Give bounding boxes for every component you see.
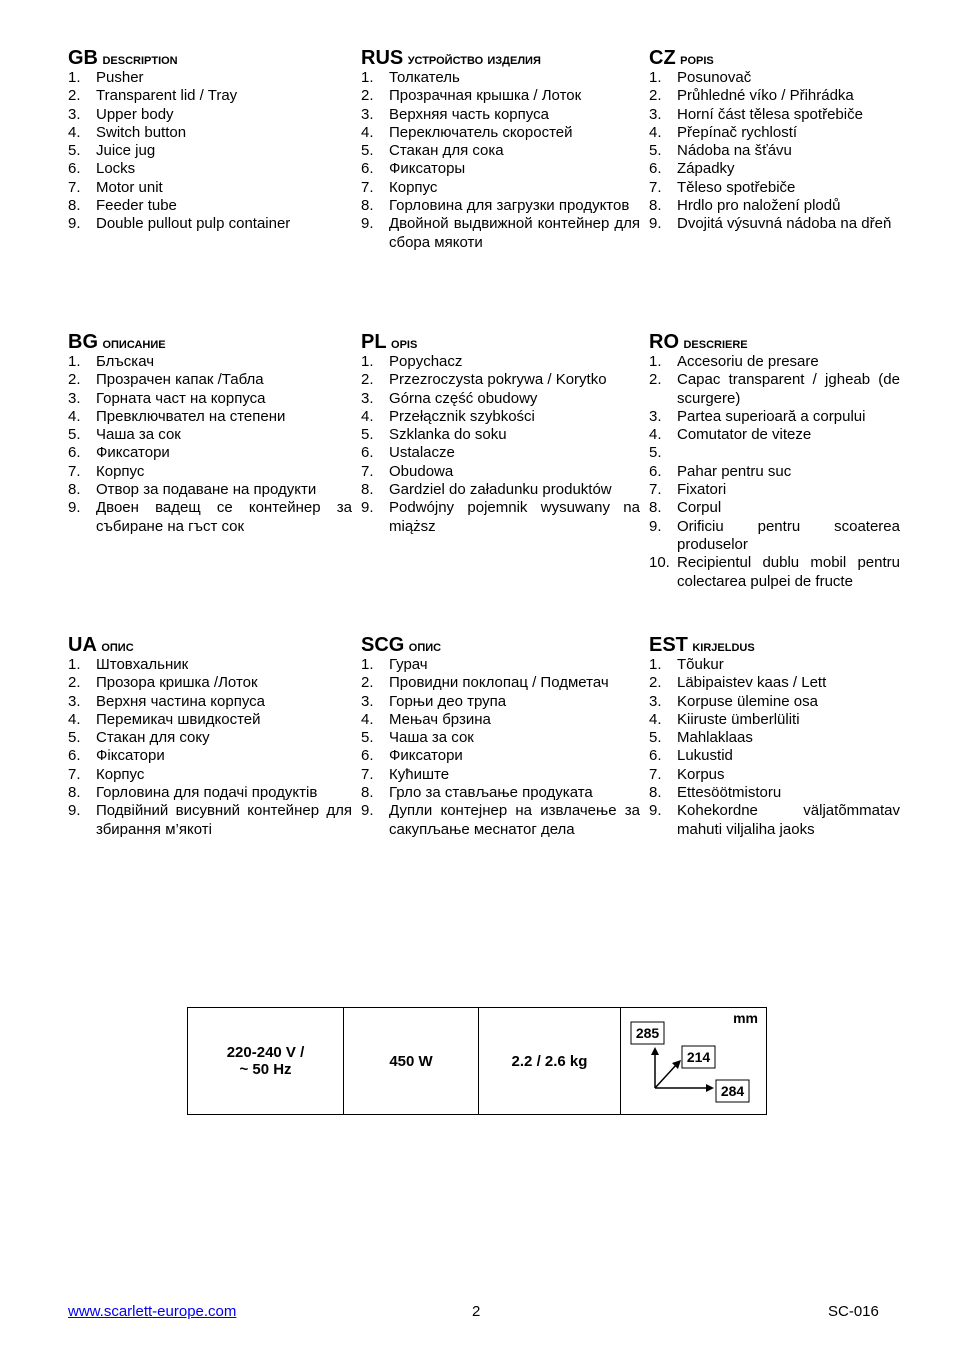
- item-number: 9.: [649, 802, 662, 820]
- list-item: [361, 481, 640, 499]
- depth-value: 214: [686, 1049, 711, 1065]
- item-text: Fixatori: [677, 481, 727, 499]
- list-item: [361, 499, 640, 536]
- item-number: 4.: [68, 407, 81, 425]
- section-heading: EST kirjeldus: [649, 634, 755, 656]
- item-number: 2.: [649, 371, 662, 389]
- list-item: [361, 179, 640, 197]
- list-item: [361, 729, 640, 747]
- item-number: 8.: [68, 784, 81, 802]
- parts-list: [649, 69, 900, 234]
- section-gb: [68, 47, 352, 234]
- item-number: 5.: [68, 729, 81, 747]
- list-item: [68, 711, 352, 729]
- item-text: Стакан для соку: [96, 729, 210, 747]
- item-number: 1.: [68, 656, 81, 673]
- item-number: 1.: [361, 353, 374, 370]
- section-cz: [649, 47, 900, 234]
- item-number: 3.: [649, 407, 662, 425]
- item-text: Capac transparent / jgheab (de scurgere): [677, 371, 900, 407]
- item-text: Horní část tělesa spotřebiče: [677, 105, 863, 123]
- item-text: Корпус: [96, 765, 145, 783]
- list-item: [649, 499, 900, 517]
- list-item: [68, 87, 352, 105]
- item-number: 8.: [361, 784, 374, 802]
- item-number: 4.: [361, 123, 374, 141]
- page-number: 2: [472, 1303, 481, 1320]
- item-text: Чаша за сок: [96, 426, 181, 444]
- item-text: Kiiruste ümberlüliti: [677, 710, 800, 728]
- item-text: Толкатель: [389, 69, 460, 86]
- item-text: Partea superioară a corpului: [677, 407, 866, 425]
- list-item: [68, 674, 352, 692]
- item-number: 5.: [649, 729, 662, 747]
- list-item: [649, 518, 900, 555]
- item-number: 4.: [649, 123, 662, 141]
- item-number: 4.: [361, 407, 374, 425]
- weight-cell: 2.2 / 2.6 kg: [479, 1008, 621, 1115]
- list-item: [649, 142, 900, 160]
- item-number: 6.: [649, 462, 662, 480]
- list-item: [361, 106, 640, 124]
- list-item: [361, 142, 640, 160]
- item-text: Грло за стављање продуката: [389, 784, 593, 802]
- item-number: 9.: [649, 215, 662, 233]
- item-number: 7.: [649, 765, 662, 783]
- list-item: [68, 784, 352, 802]
- parts-list: [649, 656, 900, 839]
- item-number: 5.: [68, 426, 81, 444]
- item-number: 6.: [68, 747, 81, 765]
- item-number: 1.: [361, 656, 374, 673]
- item-text: Стакан для сока: [389, 142, 504, 160]
- item-text: Ustalacze: [389, 444, 455, 462]
- item-number: 5.: [361, 426, 374, 444]
- parts-list: [68, 656, 352, 839]
- list-item: [361, 69, 640, 87]
- list-item: [361, 463, 640, 481]
- section-scg: [361, 634, 640, 839]
- section-rus: [361, 47, 640, 252]
- item-number: 10.: [649, 554, 670, 572]
- item-number: 7.: [361, 765, 374, 783]
- item-text: Gardziel do załadunku produktów: [389, 481, 612, 499]
- list-item: [68, 693, 352, 711]
- list-item: [68, 215, 352, 233]
- unit-label: mm: [733, 1010, 758, 1026]
- list-item: [68, 371, 352, 389]
- item-text: Pusher: [96, 69, 144, 86]
- list-item: [361, 747, 640, 765]
- item-text: Горловина для подачі продуктів: [96, 784, 318, 802]
- list-item: [649, 747, 900, 765]
- list-item: [361, 408, 640, 426]
- section-heading: RO descriere: [649, 331, 748, 353]
- list-item: [68, 729, 352, 747]
- item-text: Upper body: [96, 105, 174, 123]
- item-text: Double pullout pulp container: [96, 215, 291, 233]
- item-text: Podwójny pojemnik wysuwany na miąższ: [389, 499, 640, 535]
- item-number: 5.: [68, 142, 81, 160]
- item-text: Przełącznik szybkości: [389, 407, 535, 425]
- item-number: 6.: [649, 747, 662, 765]
- item-text: Корпус: [389, 178, 438, 196]
- item-number: 9.: [361, 802, 374, 820]
- list-item: [68, 766, 352, 784]
- item-text: Дупли контејнер на извлачење за сакупљање меснатог дела: [389, 802, 640, 838]
- item-text: Transparent lid / Tray: [96, 87, 238, 105]
- item-number: 3.: [361, 692, 374, 710]
- list-item: [649, 353, 900, 371]
- power-cell: 450 W: [344, 1008, 479, 1115]
- list-item: [361, 197, 640, 215]
- item-number: 8.: [361, 481, 374, 499]
- list-item: [649, 197, 900, 215]
- item-text: Блъскач: [96, 353, 155, 370]
- list-item: [361, 766, 640, 784]
- item-number: 5.: [361, 729, 374, 747]
- item-text: Západky: [677, 160, 735, 178]
- item-text: Провидни поклопац / Подметач: [389, 674, 609, 692]
- item-text: Прозора кришка /Лоток: [96, 674, 258, 692]
- item-number: 3.: [68, 389, 81, 407]
- item-number: 9.: [361, 499, 374, 517]
- item-text: Motor unit: [96, 178, 163, 196]
- list-item: [649, 179, 900, 197]
- voltage-cell: [188, 1008, 344, 1115]
- item-text: Przezroczysta pokrywa / Korytko: [389, 371, 607, 389]
- item-number: 6.: [361, 747, 374, 765]
- item-number: 3.: [68, 692, 81, 710]
- item-text: Прозрачен капак /Табла: [96, 371, 264, 389]
- item-text: Těleso spotřebiče: [677, 178, 796, 196]
- list-item: [649, 87, 900, 105]
- list-item: [68, 160, 352, 178]
- item-text: Recipientul dublu mobil pentru colectarea pulpei de fructe: [677, 554, 900, 590]
- item-number: 7.: [68, 178, 81, 196]
- item-number: 3.: [649, 692, 662, 710]
- item-text: Чаша за сок: [389, 729, 474, 747]
- item-number: 3.: [361, 389, 374, 407]
- item-number: 2.: [361, 87, 374, 105]
- item-text: Lukustid: [677, 747, 733, 765]
- section-ro: [649, 331, 900, 591]
- item-text: Горњи део трупа: [389, 692, 507, 710]
- item-text: Juice jug: [96, 142, 156, 160]
- item-number: 9.: [361, 215, 374, 233]
- item-number: 6.: [649, 160, 662, 178]
- list-item: [361, 693, 640, 711]
- item-text: Průhledné víko / Přihrádka: [677, 87, 854, 105]
- item-number: 5.: [649, 444, 662, 462]
- list-item: [68, 802, 352, 839]
- section-heading: CZ popis: [649, 47, 714, 69]
- list-item: [68, 426, 352, 444]
- section-ua: [68, 634, 352, 839]
- list-item: [68, 353, 352, 371]
- list-item: [361, 160, 640, 178]
- item-text: Orificiu pentru scoaterea produselor: [677, 517, 900, 553]
- list-item: [361, 390, 640, 408]
- section-heading: RUS устройство изделия: [361, 47, 541, 69]
- item-number: 5.: [361, 142, 374, 160]
- item-number: 6.: [68, 444, 81, 462]
- item-number: 6.: [361, 160, 374, 178]
- item-text: Двойной выдвижной контейнер для сбора мякоти: [389, 215, 640, 251]
- item-text: Accesoriu de presare: [677, 353, 819, 370]
- list-item: [361, 124, 640, 142]
- voltage-line: 220-240 V /: [226, 1044, 305, 1061]
- dimensions-diagram: [621, 1008, 767, 1114]
- item-text: Превключвател на степени: [96, 407, 286, 425]
- arrow-head-icon: [706, 1084, 714, 1092]
- item-text: Corpul: [677, 499, 722, 517]
- item-text: Mahlaklaas: [677, 729, 753, 747]
- item-number: 9.: [68, 499, 81, 517]
- item-number: 4.: [361, 710, 374, 728]
- list-item: [361, 215, 640, 252]
- list-item: [649, 160, 900, 178]
- item-text: Верхняя часть корпуса: [389, 105, 549, 123]
- website-link[interactable]: www.scarlett-europe.com: [68, 1303, 237, 1320]
- item-number: 3.: [649, 105, 662, 123]
- item-text: Comutator de viteze: [677, 426, 812, 444]
- list-item: [68, 499, 352, 536]
- item-text: Отвор за подаване на продукти: [96, 481, 317, 499]
- item-number: 7.: [649, 481, 662, 499]
- list-item: [68, 179, 352, 197]
- model-number: SC-016: [828, 1303, 879, 1320]
- item-text: Верхня частина корпуса: [96, 692, 266, 710]
- item-number: 7.: [68, 462, 81, 480]
- specs-row: [188, 1008, 767, 1115]
- item-text: Přepínač rychlostí: [677, 123, 798, 141]
- list-item: [649, 106, 900, 124]
- item-number: 8.: [649, 784, 662, 802]
- list-item: [68, 408, 352, 426]
- list-item: [68, 656, 352, 674]
- item-number: 2.: [68, 674, 81, 692]
- item-number: 1.: [649, 69, 662, 86]
- item-text: Горната част на корпуса: [96, 389, 266, 407]
- item-number: 8.: [68, 481, 81, 499]
- item-text: Штовхальник: [96, 656, 189, 673]
- section-heading: SCG опис: [361, 634, 442, 656]
- item-number: 3.: [361, 105, 374, 123]
- item-text: Läbipaistev kaas / Lett: [677, 674, 827, 692]
- item-number: 3.: [68, 105, 81, 123]
- list-item: [649, 802, 900, 839]
- item-number: 1.: [68, 353, 81, 370]
- dimensions-cell: [621, 1008, 767, 1115]
- arrow-head-icon: [651, 1047, 659, 1055]
- frequency-line: ~ 50 Hz: [239, 1061, 292, 1078]
- list-item: [649, 69, 900, 87]
- item-text: Szklanka do soku: [389, 426, 507, 444]
- item-number: 9.: [68, 802, 81, 820]
- item-number: 8.: [649, 499, 662, 517]
- list-item: [649, 215, 900, 233]
- item-text: Switch button: [96, 123, 187, 141]
- specs-table: [187, 1007, 767, 1115]
- item-text: Pahar pentru suc: [677, 462, 792, 480]
- item-text: Ettesöötmistoru: [677, 784, 782, 802]
- section-heading: BG описание: [68, 331, 166, 353]
- item-number: 4.: [649, 426, 662, 444]
- section-heading: UA опис: [68, 634, 134, 656]
- list-item: [68, 481, 352, 499]
- item-number: 8.: [68, 197, 81, 215]
- item-text: Гурач: [389, 656, 428, 673]
- list-item: [361, 371, 640, 389]
- item-number: 7.: [68, 765, 81, 783]
- item-text: Kohekordne väljatõmmatav mahuti viljaliha jaoks: [677, 802, 900, 838]
- list-item: [649, 481, 900, 499]
- list-item: [649, 408, 900, 426]
- list-item: [649, 766, 900, 784]
- parts-list: [361, 353, 640, 536]
- item-text: Фиксатори: [389, 747, 463, 765]
- list-item: [649, 784, 900, 802]
- item-text: Перемикач швидкостей: [96, 710, 261, 728]
- list-item: [649, 426, 900, 444]
- list-item: [361, 87, 640, 105]
- item-text: Кућиште: [389, 765, 450, 783]
- item-text: Posunovač: [677, 69, 752, 86]
- list-item: [68, 124, 352, 142]
- item-number: 9.: [68, 215, 81, 233]
- list-item: [68, 444, 352, 462]
- item-text: Tõukur: [677, 656, 724, 673]
- item-number: 2.: [68, 87, 81, 105]
- item-text: Popychacz: [389, 353, 463, 370]
- list-item: [649, 711, 900, 729]
- item-text: Фиксаторы: [389, 160, 466, 178]
- list-item: [361, 426, 640, 444]
- item-number: 7.: [649, 178, 662, 196]
- parts-list: [649, 353, 900, 591]
- item-text: Мењач брзина: [389, 710, 491, 728]
- width-value: 284: [720, 1083, 745, 1099]
- list-item: [649, 656, 900, 674]
- list-item: [68, 106, 352, 124]
- item-text: Hrdlo pro naložení plodů: [677, 197, 841, 215]
- item-number: 1.: [649, 353, 662, 370]
- list-item: [649, 444, 900, 462]
- list-item: [361, 656, 640, 674]
- item-text: Korpuse ülemine osa: [677, 692, 818, 710]
- item-number: 2.: [649, 87, 662, 105]
- item-number: 8.: [361, 197, 374, 215]
- item-text: Фиксатори: [96, 444, 170, 462]
- parts-list: [361, 656, 640, 839]
- item-text: Прозрачная крышка / Лоток: [389, 87, 582, 105]
- depth-arrow: [655, 1064, 677, 1088]
- item-text: Подвійний висувний контейнер для збирання м’якоті: [96, 802, 352, 838]
- item-number: 6.: [68, 160, 81, 178]
- list-item: [649, 554, 900, 591]
- list-item: [68, 390, 352, 408]
- section-heading: GB description: [68, 47, 178, 69]
- list-item: [68, 747, 352, 765]
- height-value: 285: [635, 1025, 660, 1041]
- item-text: Горловина для загрузки продуктов: [389, 197, 630, 215]
- item-number: 7.: [361, 178, 374, 196]
- list-item: [361, 784, 640, 802]
- item-number: 1.: [68, 69, 81, 86]
- item-text: Корпус: [96, 462, 145, 480]
- list-item: [68, 463, 352, 481]
- parts-list: [361, 69, 640, 252]
- item-text: Korpus: [677, 765, 725, 783]
- parts-list: [68, 353, 352, 536]
- list-item: [649, 674, 900, 692]
- item-number: 4.: [68, 123, 81, 141]
- list-item: [649, 693, 900, 711]
- item-text: Nádoba na šťávu: [677, 142, 792, 160]
- item-number: 4.: [649, 710, 662, 728]
- item-number: 2.: [649, 674, 662, 692]
- section-est: [649, 634, 900, 839]
- item-text: Obudowa: [389, 462, 454, 480]
- item-number: 4.: [68, 710, 81, 728]
- list-item: [649, 463, 900, 481]
- item-text: Двоен вадещ се контейнер за събиране на гъст сок: [96, 499, 352, 535]
- list-item: [361, 802, 640, 839]
- item-number: 5.: [649, 142, 662, 160]
- section-heading: PL opis: [361, 331, 418, 353]
- item-text: Górna część obudowy: [389, 389, 538, 407]
- item-number: 8.: [649, 197, 662, 215]
- section-bg: [68, 331, 352, 536]
- item-number: 6.: [361, 444, 374, 462]
- item-text: Locks: [96, 160, 136, 178]
- item-number: 1.: [649, 656, 662, 673]
- item-text: Фіксатори: [96, 747, 165, 765]
- item-number: 9.: [649, 517, 662, 535]
- list-item: [361, 353, 640, 371]
- list-item: [361, 674, 640, 692]
- item-number: 2.: [68, 371, 81, 389]
- list-item: [649, 371, 900, 408]
- list-item: [649, 729, 900, 747]
- list-item: [361, 444, 640, 462]
- list-item: [68, 69, 352, 87]
- parts-list: [68, 69, 352, 234]
- item-number: 2.: [361, 371, 374, 389]
- item-number: 7.: [361, 462, 374, 480]
- item-text: Dvojitá výsuvná nádoba na dřeň: [677, 215, 892, 233]
- list-item: [68, 197, 352, 215]
- section-pl: [361, 331, 640, 536]
- list-item: [361, 711, 640, 729]
- item-text: Переключатель скоростей: [389, 123, 573, 141]
- list-item: [649, 124, 900, 142]
- list-item: [68, 142, 352, 160]
- item-text: Feeder tube: [96, 197, 177, 215]
- item-number: 1.: [361, 69, 374, 86]
- item-number: 2.: [361, 674, 374, 692]
